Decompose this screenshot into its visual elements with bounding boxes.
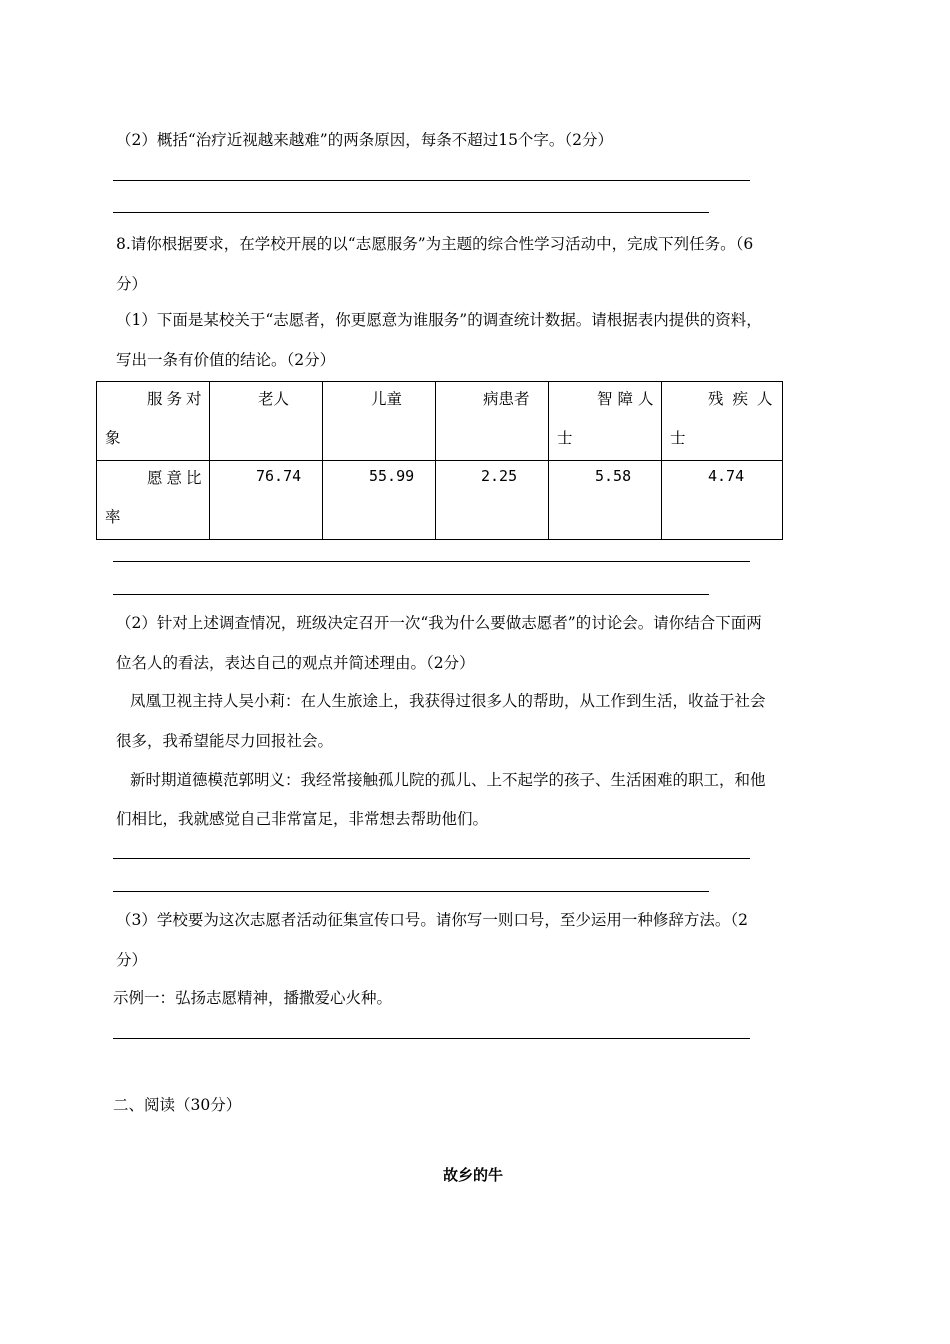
value-elderly: 76.74: [256, 467, 302, 485]
answer-line: [113, 891, 709, 892]
answer-line: [113, 561, 750, 562]
question-8-3-cont: 分）: [116, 951, 148, 969]
row-label-cont: 率: [105, 508, 121, 526]
table-cell: [97, 461, 210, 540]
answer-line: [113, 1038, 750, 1039]
table-cell: [549, 382, 662, 461]
header-label: 服务对: [147, 390, 206, 408]
value-disabled: 4.74: [708, 467, 745, 485]
article-title: 故乡的牛: [443, 1166, 504, 1184]
question-8-2-cont: 位名人的看法，表达自己的观点并简述理由。（2分）: [116, 654, 475, 672]
header-intellectual-disability-cont: 士: [557, 429, 573, 447]
question-8-1: （1）下面是某校关于“志愿者，你更愿意为谁服务”的调查统计数据。请根据表内提供的资料，: [116, 311, 762, 329]
quote-guo-mingyi: 新时期道德模范郭明义：我经常接触孤儿院的孤儿、上不起学的孩子、生活困难的职工，和他: [130, 771, 766, 789]
header-elderly: 老人: [258, 390, 290, 408]
value-patients: 2.25: [481, 467, 518, 485]
example-slogan: 示例一：弘扬志愿精神，播撒爱心火种。: [113, 989, 393, 1007]
quote-wu-xiaoli-cont: 很多，我希望能尽力回报社会。: [116, 732, 334, 750]
table-cell: [436, 382, 549, 461]
header-disabled: 残疾人: [708, 390, 782, 408]
table-cell: [97, 382, 210, 461]
question-8-3: （3）学校要为这次志愿者活动征集宣传口号。请你写一则口号，至少运用一种修辞方法。（2: [116, 911, 748, 929]
header-intellectual-disability: 智障人: [597, 390, 659, 408]
survey-table: [96, 381, 783, 540]
table-cell: [549, 461, 662, 540]
question-7-2: （2）概括“治疗近视越来越难”的两条原因，每条不超过15个字。（2分）: [116, 131, 614, 149]
question-8-2: （2）针对上述调查情况，班级决定召开一次“我为什么要做志愿者”的讨论会。请你结合下面两: [116, 614, 762, 632]
table-cell: [210, 382, 323, 461]
answer-line: [113, 858, 750, 859]
table-cell: [323, 382, 436, 461]
quote-guo-mingyi-cont: 们相比，我就感觉自己非常富足，非常想去帮助他们。: [116, 810, 489, 828]
answer-line: [113, 180, 750, 181]
question-8-intro: 8.请你根据要求，在学校开展的以“志愿服务”为主题的综合性学习活动中，完成下列任务。（6: [116, 235, 754, 253]
answer-line: [113, 594, 709, 595]
table-cell: [436, 461, 549, 540]
table-header-row: [97, 382, 783, 461]
value-intellectual-disability: 5.58: [595, 467, 632, 485]
answer-line: [113, 212, 709, 213]
table-cell: [662, 461, 783, 540]
table-cell: [323, 461, 436, 540]
header-children: 儿童: [371, 390, 403, 408]
row-label: 愿意比: [147, 469, 206, 487]
table-row: [97, 461, 783, 540]
header-patients: 病患者: [483, 390, 530, 408]
section-heading: 二、阅读（30分）: [113, 1096, 242, 1114]
value-children: 55.99: [369, 467, 415, 485]
header-disabled-cont: 士: [670, 429, 686, 447]
table-cell: [210, 461, 323, 540]
header-label-cont: 象: [105, 429, 121, 447]
quote-wu-xiaoli: 凤凰卫视主持人吴小莉：在人生旅途上，我获得过很多人的帮助，从工作到生活，收益于社会: [130, 692, 766, 710]
table-cell: [662, 382, 783, 461]
question-8-intro-cont: 分）: [116, 275, 148, 293]
question-8-1-cont: 写出一条有价值的结论。（2分）: [116, 351, 336, 369]
